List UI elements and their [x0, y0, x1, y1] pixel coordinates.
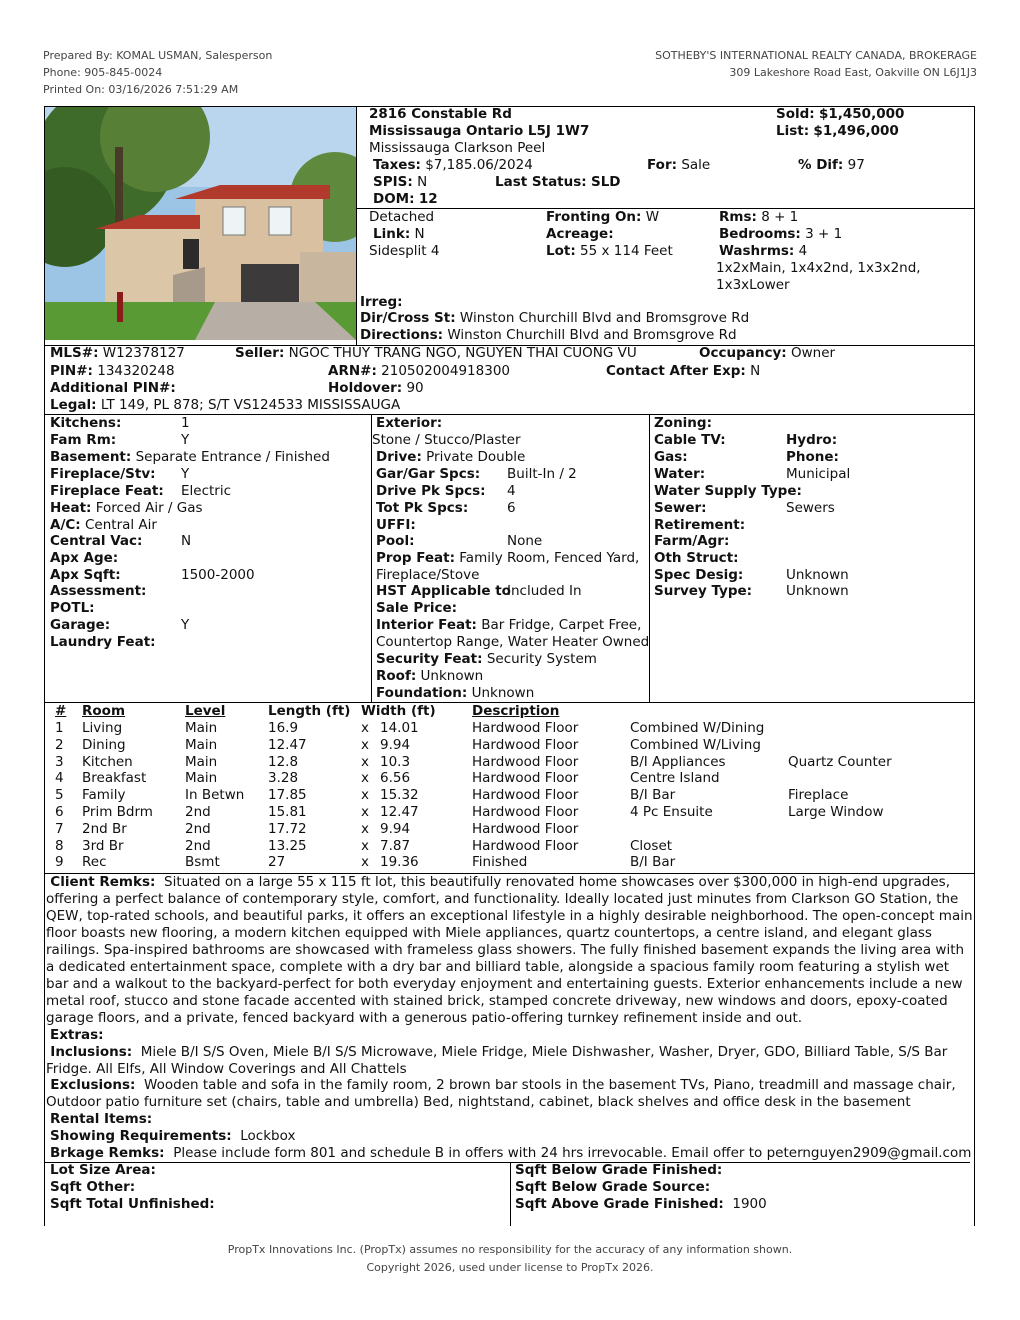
water-value: Municipal: [786, 466, 851, 482]
room-cell-d1: Hardwood Floor: [472, 770, 579, 787]
drivepk-label: Drive Pk Spcs:: [376, 483, 486, 499]
room-cell-wid: 14.01: [380, 720, 419, 736]
room-cell-level: Bsmt: [185, 854, 220, 871]
room-cell-d2: B/I Bar: [630, 787, 676, 804]
col-divider-1: [371, 414, 372, 702]
hst-label: HST Applicable to: [376, 583, 511, 599]
drive-row: Drive: Private Double: [376, 449, 526, 465]
room-cell-d1: Hardwood Floor: [472, 820, 579, 837]
acreage-label: Acreage:: [546, 226, 614, 242]
pin-row: PIN#: 134320248: [50, 363, 175, 379]
zoning-label: Zoning:: [654, 415, 712, 431]
lot-size-label: Lot Size Area:: [50, 1162, 156, 1178]
room-cell-room: Living: [82, 720, 123, 736]
room-cell-d2: Combined W/Dining: [630, 720, 765, 736]
mls-row: MLS#: W12378127: [50, 345, 185, 361]
room-cell-level: In Betwn: [185, 787, 245, 804]
roof-row: Roof: Unknown: [376, 668, 484, 684]
irreg-label: Irreg:: [360, 294, 403, 310]
room-cell-n: 4: [55, 770, 64, 787]
occupancy-row: Occupancy: Owner: [699, 345, 836, 361]
propfeat-row: Prop Feat: Family Room, Fenced Yard,: [376, 550, 640, 566]
dom-row: DOM: 12: [373, 191, 438, 207]
cvac-label: Central Vac:: [50, 533, 143, 549]
spec-desig-label: Spec Desig:: [654, 567, 744, 583]
retirement-label: Retirement:: [654, 517, 746, 533]
room-cell-wid: 6.56: [380, 770, 411, 787]
room-cell-n: 8: [55, 837, 64, 854]
divider-1: [357, 208, 975, 209]
footer-disclaimer: PropTx Innovations Inc. (PropTx) assumes no responsibility for the accuracy of any information shown.: [227, 1243, 793, 1256]
gas-label: Gas:: [654, 449, 688, 465]
hydro-label: Hydro:: [786, 432, 838, 448]
property-photo[interactable]: [45, 107, 356, 340]
room-cell-x: x: [361, 820, 369, 837]
room-cell-level: 2nd: [185, 820, 211, 837]
sewer-value: Sewers: [786, 500, 835, 516]
uffi-label: UFFI:: [376, 517, 416, 533]
gar-value: Built-In / 2: [507, 466, 577, 482]
intfeat-row-2: Countertop Range, Water Heater Owned: [376, 634, 650, 650]
laundry-label: Laundry Feat:: [50, 634, 156, 650]
divider-6: [44, 1162, 970, 1163]
room-cell-x: x: [361, 787, 369, 804]
photo-divider: [356, 106, 357, 346]
potl-label: POTL:: [50, 600, 95, 616]
room-cell-len: 16.9: [268, 720, 299, 736]
arn-row: ARN#: 210502004918300: [328, 363, 510, 379]
room-cell-len: 12.47: [268, 736, 307, 753]
famrm-value: Y: [181, 432, 190, 448]
apxage-label: Apx Age:: [50, 550, 119, 566]
totpk-value: 6: [507, 500, 516, 516]
room-header-description: Description: [472, 703, 560, 719]
room-cell-x: x: [361, 753, 369, 770]
house-photo-image: [45, 107, 356, 340]
room-cell-wid: 9.94: [380, 820, 411, 837]
totpk-label: Tot Pk Spcs:: [376, 500, 469, 516]
exclusions: Exclusions: Wooden table and sofa in the family room, 2 brown bar stools in the basement TVs, Piano, treadmill and massage chair, Outdoor patio furniture set (chairs, table and umbrella) Bed, nightstand, cabinet, black shelves and office desk in the basement: [46, 1077, 956, 1110]
room-cell-wid: 19.36: [380, 854, 419, 871]
room-cell-n: 6: [55, 804, 64, 820]
room-cell-wid: 12.47: [380, 804, 419, 820]
water-label: Water:: [654, 466, 706, 482]
sqft-other-label: Sqft Other:: [50, 1179, 136, 1195]
farm-label: Farm/Agr:: [654, 533, 730, 549]
room-cell-d2: Combined W/Living: [630, 736, 761, 753]
property-type: Detached: [369, 209, 435, 225]
room-cell-x: x: [361, 720, 369, 736]
room-cell-n: 9: [55, 854, 64, 871]
additional-pin-label: Additional PIN#:: [50, 380, 176, 396]
hst-value: Included In: [507, 583, 582, 599]
room-cell-room: Prim Bdrm: [82, 804, 153, 820]
showing-row: Showing Requirements: Lockbox: [50, 1128, 296, 1144]
room-cell-len: 17.72: [268, 820, 307, 837]
room-cell-d1: Hardwood Floor: [472, 753, 579, 770]
inclusions: Inclusions: Miele B/I S/S Oven, Miele B/I S/S Microwave, Miele Fridge, Miele Dishwasher, Washer, Dryer, GDO, Billiard Table, S/S Bar Fridge. All Elfs, All Window Coverings and All Chattels: [46, 1044, 948, 1077]
room-header-width: Width (ft): [361, 703, 436, 719]
assessment-label: Assessment:: [50, 583, 147, 599]
brkage-row: Brkage Remks: Please include form 801 and schedule B in offers with 24 hrs irrevocable. Email offer to peternguyen2909@gmail.com: [50, 1145, 972, 1161]
sewer-label: Sewer:: [654, 500, 707, 516]
room-cell-room: 2nd Br: [82, 820, 127, 837]
oth-struct-label: Oth Struct:: [654, 550, 739, 566]
dif-row: % Dif: 97: [798, 157, 865, 173]
room-cell-len: 13.25: [268, 837, 307, 854]
above-finished-row: Sqft Above Grade Finished: 1900: [515, 1196, 767, 1212]
room-cell-len: 17.85: [268, 787, 307, 804]
survey-label: Survey Type:: [654, 583, 753, 599]
water-supply-label: Water Supply Type:: [654, 483, 802, 499]
room-cell-n: 7: [55, 820, 64, 837]
survey-value: Unknown: [786, 583, 849, 599]
spec-desig-value: Unknown: [786, 567, 849, 583]
list-price: List: $1,496,000: [776, 123, 899, 139]
rooms-row: Rms: 8 + 1: [719, 209, 799, 225]
below-source-label: Sqft Below Grade Source:: [515, 1179, 711, 1195]
room-cell-len: 12.8: [268, 753, 299, 770]
below-finished-label: Sqft Below Grade Finished:: [515, 1162, 723, 1178]
room-cell-n: 1: [55, 720, 64, 736]
basement-row: Basement: Separate Entrance / Finished: [50, 449, 330, 465]
room-header-level: Level: [185, 703, 226, 719]
room-cell-d3: Fireplace: [788, 787, 849, 804]
spis-row: SPIS: N: [373, 174, 428, 190]
room-cell-wid: 15.32: [380, 787, 419, 804]
room-cell-level: Main: [185, 753, 218, 770]
room-cell-wid: 7.87: [380, 837, 411, 854]
apxsqft-value: 1500-2000: [181, 567, 255, 583]
printed-on: Printed On: 03/16/2026 7:51:29 AM: [43, 83, 239, 96]
propfeat-row-2: Fireplace/Stove: [376, 567, 480, 583]
taxes-row: Taxes: $7,185.06/2024: [373, 157, 533, 173]
for-row: For: Sale: [647, 157, 711, 173]
room-cell-d1: Finished: [472, 854, 528, 871]
sqft-divider: [510, 1162, 511, 1226]
saleprice-label: Sale Price:: [376, 600, 458, 616]
room-cell-d2: Closet: [630, 837, 673, 854]
pool-label: Pool:: [376, 533, 415, 549]
cable-label: Cable TV:: [654, 432, 726, 448]
room-cell-n: 2: [55, 736, 64, 753]
room-cell-wid: 10.3: [380, 753, 411, 770]
cvac-value: N: [181, 533, 192, 549]
garage-label: Garage:: [50, 617, 111, 633]
room-cell-wid: 9.94: [380, 736, 411, 753]
fronting-row: Fronting On: W: [546, 209, 660, 225]
heat-row: Heat: Forced Air / Gas: [50, 500, 203, 516]
room-cell-d2: 4 Pc Ensuite: [630, 804, 713, 820]
room-cell-d1: Hardwood Floor: [472, 736, 579, 753]
drivepk-value: 4: [507, 483, 516, 499]
room-cell-level: Main: [185, 720, 218, 736]
ac-row: A/C: Central Air: [50, 517, 157, 533]
directions-row: Directions: Winston Churchill Blvd and Bromsgrove Rd: [360, 327, 737, 343]
room-cell-x: x: [361, 736, 369, 753]
intfeat-row: Interior Feat: Bar Fridge, Carpet Free,: [376, 617, 642, 633]
legal-row: Legal: LT 149, PL 878; S/T VS124533 MISSISSAUGA: [50, 397, 401, 413]
exterior-label: Exterior:: [376, 415, 443, 431]
room-cell-x: x: [361, 837, 369, 854]
room-cell-x: x: [361, 854, 369, 871]
room-cell-d1: Hardwood Floor: [472, 720, 579, 736]
room-cell-level: 2nd: [185, 804, 211, 820]
room-cell-n: 5: [55, 787, 64, 804]
frame-right: [974, 106, 975, 1226]
room-cell-room: Breakfast: [82, 770, 147, 787]
room-cell-d3: Large Window: [788, 804, 884, 820]
prepared-by: Prepared By: KOMAL USMAN, Salesperson: [43, 49, 273, 62]
holdover-row: Holdover: 90: [328, 380, 424, 396]
security-row: Security Feat: Security System: [376, 651, 597, 667]
room-cell-len: 27: [268, 854, 286, 871]
exterior-value: Stone / Stucco/Plaster: [372, 432, 521, 448]
col-divider-2: [649, 414, 650, 702]
footer-copyright: Copyright 2026, used under license to PropTx 2026.: [366, 1261, 654, 1274]
brokerage-name: SOTHEBY'S INTERNATIONAL REALTY CANADA, BROKERAGE: [655, 49, 977, 62]
room-cell-d3: Quartz Counter: [788, 753, 892, 770]
kitchens-value: 1: [181, 415, 190, 431]
last-status-row: Last Status: SLD: [495, 174, 621, 190]
room-cell-room: 3rd Br: [82, 837, 124, 854]
client-remarks: Client Remks: Situated on a large 55 x 115 ft lot, this beautifully renovated home showcases over $300,000 in high-end upgrades, offering a perfect balance of contemporary style, comfort, and functionality. Ideally located just minutes from Clarkson GO Station, the QEW, top-rated schools, and beautiful parks, it offers an exceptional lifestyle in a highly desirable neighborhood. The open-concept main floor boasts new flooring, a modern kitchen equipped with Miele appliances, quartz countertops, a centre island, and elegant glass railings. Spa-inspired bathrooms are showcased with frameless glass showers. The fully finished basement expands the living area with a dedicated entertainment space, complete with a dry bar and billiard table, alongside a spacious family room featuring a stylish wet bar and a walkout to the backyard-perfect for both everyday enjoyment and entertaining guests. Exterior enhancements include a new metal roof, stucco and stone facade accented with stained brick, stamped concrete driveway, new windows and doors, epoxy-coated garage floors, and a private, fenced backyard with a generous patio-offering turnkey refinement inside and out.: [46, 874, 973, 1026]
rental-items-label: Rental Items:: [50, 1111, 153, 1127]
room-cell-level: 2nd: [185, 837, 211, 854]
extras-label: Extras:: [50, 1027, 104, 1043]
room-cell-len: 15.81: [268, 804, 307, 820]
washrooms-detail-2: 1x3xLower: [716, 277, 790, 293]
room-cell-d2: Centre Island: [630, 770, 720, 787]
gar-label: Gar/Gar Spcs:: [376, 466, 481, 482]
room-cell-room: Family: [82, 787, 126, 804]
room-cell-room: Dining: [82, 736, 126, 753]
room-cell-x: x: [361, 770, 369, 787]
apxsqft-label: Apx Sqft:: [50, 567, 121, 583]
room-cell-level: Main: [185, 736, 218, 753]
garage-value: Y: [181, 617, 190, 633]
fireplace-label: Fireplace/Stv:: [50, 466, 156, 482]
contact-after-exp-row: Contact After Exp: N: [606, 363, 761, 379]
style: Sidesplit 4: [369, 243, 440, 259]
seller-row: Seller: NGOC THUY TRANG NGO, NGUYEN THAI CUONG VU: [235, 345, 637, 361]
room-cell-level: Main: [185, 770, 218, 787]
rooms-table: [44, 703, 974, 873]
room-cell-len: 3.28: [268, 770, 299, 787]
room-cell-room: Rec: [82, 854, 107, 871]
area: Mississauga Clarkson Peel: [369, 140, 546, 156]
room-cell-d2: B/I Appliances: [630, 753, 726, 770]
city: Mississauga Ontario L5J 1W7: [369, 123, 590, 139]
brokerage-address: 309 Lakeshore Road East, Oakville ON L6J1J3: [729, 66, 977, 79]
room-cell-d2: B/I Bar: [630, 854, 676, 871]
washrooms-row: Washrms: 4: [719, 243, 808, 259]
room-cell-room: Kitchen: [82, 753, 133, 770]
room-cell-n: 3: [55, 753, 64, 770]
address: 2816 Constable Rd: [369, 106, 512, 122]
fpfeat-value: Electric: [181, 483, 232, 499]
room-cell-x: x: [361, 804, 369, 820]
foundation-row: Foundation: Unknown: [376, 685, 535, 701]
dir-cross-row: Dir/Cross St: Winston Churchill Blvd and Bromsgrove Rd: [360, 310, 750, 326]
famrm-label: Fam Rm:: [50, 432, 117, 448]
link-row: Link: N: [373, 226, 425, 242]
room-header-num: #: [55, 703, 67, 719]
phone-label: Phone:: [786, 449, 839, 465]
pool-value: None: [507, 533, 543, 549]
lot-row: Lot: 55 x 114 Feet: [546, 243, 673, 259]
kitchens-label: Kitchens:: [50, 415, 122, 431]
room-cell-d1: Hardwood Floor: [472, 787, 579, 804]
bedrooms-row: Bedrooms: 3 + 1: [719, 226, 843, 242]
room-cell-d1: Hardwood Floor: [472, 804, 579, 820]
agent-phone: Phone: 905-845-0024: [43, 66, 163, 79]
washrooms-detail-1: 1x2xMain, 1x4x2nd, 1x3x2nd,: [716, 260, 921, 276]
fireplace-value: Y: [181, 466, 190, 482]
room-header-length: Length (ft): [268, 703, 351, 719]
sold-price: Sold: $1,450,000: [776, 106, 905, 122]
fpfeat-label: Fireplace Feat:: [50, 483, 164, 499]
room-cell-d1: Hardwood Floor: [472, 837, 579, 854]
room-header-room: Room: [82, 703, 126, 719]
sqft-unfinished-label: Sqft Total Unfinished:: [50, 1196, 215, 1212]
